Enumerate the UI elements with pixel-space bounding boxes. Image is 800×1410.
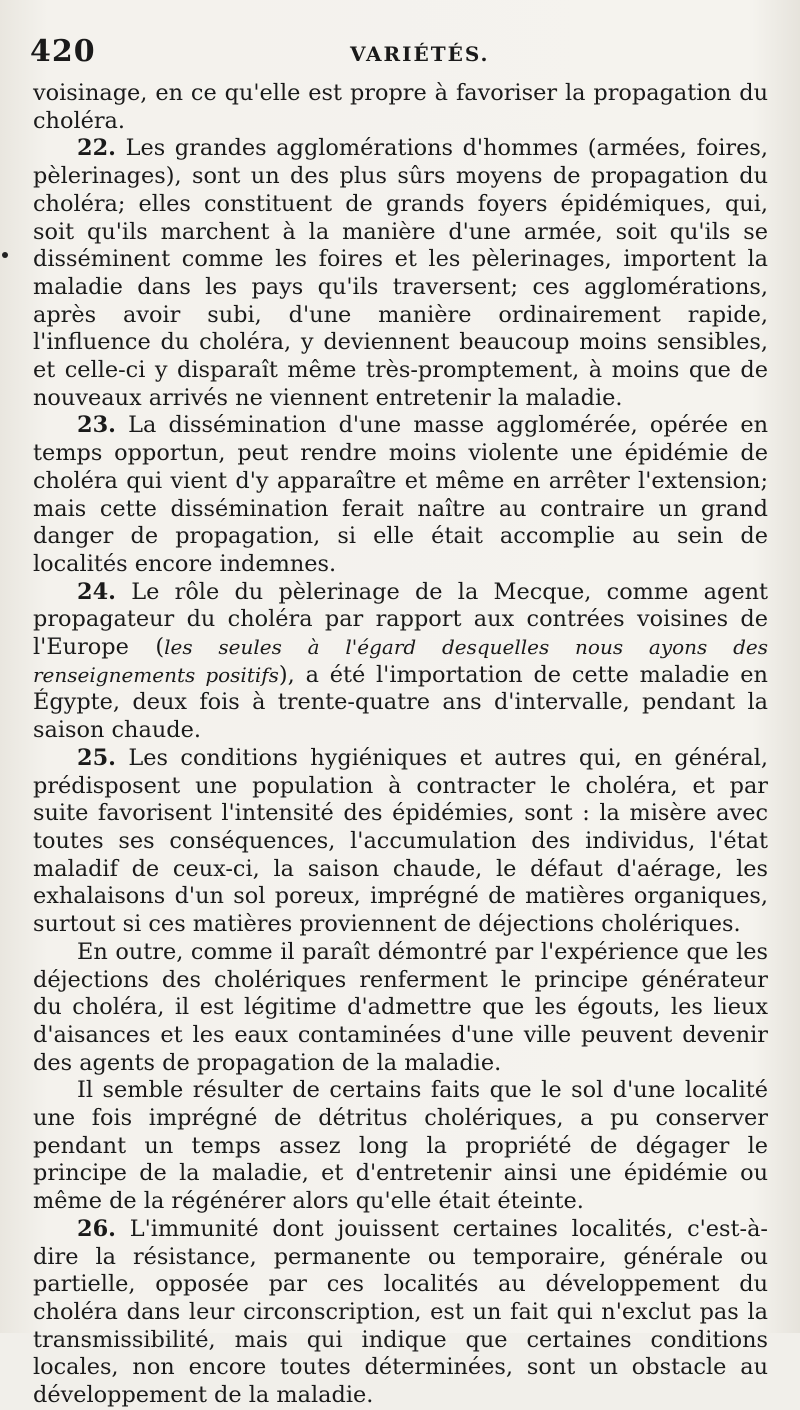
paragraph-number: 23. bbox=[77, 412, 116, 439]
paragraph-number: 26. bbox=[77, 1215, 116, 1242]
paragraph-en-outre: En outre, comme il paraît démontré par l'expérience que les déjections des cholériques renferment le principe générateur du choléra, il est légitime d'admettre que les égouts, les lieux d'aisances et les eaux contaminées d'une ville peuvent devenir des agents de propagation de la maladie. bbox=[33, 938, 768, 1076]
paragraph-26: 26. L'immunité dont jouissent certaines localités, c'est-à-dire la résistance, permanente ou temporaire, générale ou partielle, opposée par ces localités au développement du choléra dans leur circonscription, est un fait qui n'exclut pas la transmissibilité, mais qui indique que certaines conditions locales, non encore toutes déterminées, sont un obstacle au développement de la maladie. bbox=[33, 1215, 768, 1409]
body-text bbox=[33, 80, 768, 1410]
ink-speck bbox=[2, 252, 8, 258]
page-header bbox=[30, 28, 770, 68]
paragraph-22: 22. Les grandes agglomérations d'hommes (armées, foires, pèlerinages), sont un des plus sûrs moyens de propagation du choléra; elles constituent de grands foyers épidémiques, qui, soit qu'ils marchent à la manière d'une armée, soit qu'ils se disséminent comme les foires et les pèlerinages, importent la maladie dans les pays qu'ils traversent; ces agglomérations, après avoir subi, d'une manière ordinairement rapide, l'influence du choléra, y deviennent beaucoup moins sensibles, et celle-ci y disparaît même très-promptement, à moins que de nouveaux arrivés ne viennent entretenir la maladie. bbox=[33, 135, 768, 411]
paragraph-number: 22. bbox=[77, 135, 116, 162]
page-number: 420 bbox=[30, 34, 96, 69]
paragraph-number: 25. bbox=[77, 744, 116, 771]
paragraph-il-semble: Il semble résulter de certains faits que le sol d'une localité une fois imprégné de détritus cholériques, a pu conserver pendant un temps assez long la propriété de dégager le principe de la maladie, et d'entretenir ainsi une épidémie ou même de la régénérer alors qu'elle était éteinte. bbox=[33, 1077, 768, 1215]
paragraph-number: 24. bbox=[77, 578, 116, 605]
italic-remark: les seules à l'égard desquelles nous ayons des renseignements positifs bbox=[33, 635, 768, 687]
paragraph-23: 23. La dissémination d'une masse agglomérée, opérée en temps opportun, peut rendre moins violente une épidémie de choléra qui vient d'y apparaître et même en arrêter l'extension; mais cette dissémination ferait naître au contraire un grand danger de propagation, si elle était accomplie au sein de localités encore indemnes. bbox=[33, 412, 768, 577]
paragraph-24: 24. Le rôle du pèlerinage de la Mecque, comme agent propagateur du choléra par rapport aux contrées voisines de l'Europe (les seules à l'égard desquelles nous ayons des renseignements positifs), a été l'importation de cette maladie en Égypte, deux fois à trente-quatre ans d'intervalle, pendant la saison chaude. bbox=[33, 578, 768, 744]
paragraph-continuation: voisinage, en ce qu'elle est propre à favoriser la propagation du choléra. bbox=[33, 80, 768, 134]
running-head: VARIÉTÉS. bbox=[350, 42, 490, 66]
paragraph-25: 25. Les conditions hygiéniques et autres qui, en général, prédisposent une population à contracter le choléra, et par suite favorisent l'intensité des épidémies, sont : la misère avec toutes ses conséquences, l'accumulation des individus, l'état maladif de ceux-ci, la saison chaude, le défaut d'aérage, les exhalaisons d'un sol poreux, imprégné de matières organiques, surtout si ces matières proviennent de déjections cholériques. bbox=[33, 744, 768, 938]
